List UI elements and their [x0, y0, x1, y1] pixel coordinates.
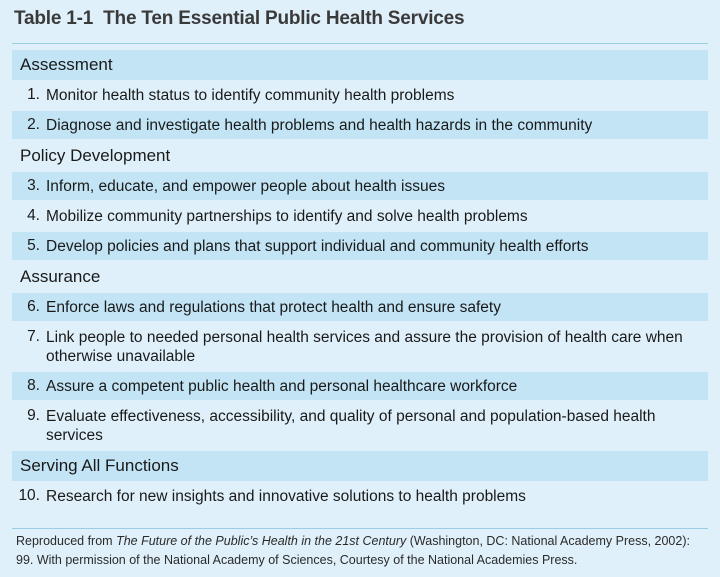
item-number: 5.: [27, 237, 40, 254]
item-number: 7.: [27, 328, 40, 345]
item-text: Develop policies and plans that support individual and community health efforts: [46, 237, 589, 255]
credit-suffix: (Washington, DC: National Academy Press, 2002): 99. With permission of the National Academy of Sciences, Courtesy of the National Academies Press.: [16, 534, 690, 567]
table-row: [12, 482, 708, 510]
table-row: [12, 172, 708, 200]
section-heading-assurance: [12, 262, 708, 292]
table-row: [12, 232, 708, 260]
table-row: [12, 202, 708, 230]
item-number: 3.: [27, 177, 40, 194]
section-heading-serving-all-functions: [12, 451, 708, 481]
item-text: Inform, educate, and empower people about health issues: [46, 177, 445, 195]
item-number: 4.: [27, 207, 40, 224]
table-number: Table 1-1: [14, 8, 94, 29]
section-heading-text: Assurance: [20, 267, 101, 286]
item-text: Research for new insights and innovative solutions to health problems: [46, 487, 526, 505]
bottom-divider: [12, 528, 708, 529]
source-credit: [16, 532, 706, 570]
credit-book-title: The Future of the Public’s Health in the 21st Century: [116, 534, 407, 548]
table-title: [14, 8, 464, 30]
item-number: 8.: [27, 377, 40, 394]
section-heading-policy-development: [12, 141, 708, 171]
section-heading-text: Policy Development: [20, 146, 171, 165]
item-text: Evaluate effectiveness, accessibility, and quality of personal and population-based health services: [46, 408, 656, 444]
table-row: [12, 323, 708, 370]
item-text: Link people to needed personal health services and assure the provision of health care when otherwise unavailable: [46, 329, 683, 365]
top-divider: [12, 43, 708, 44]
section-heading-text: Serving All Functions: [20, 456, 179, 475]
item-number: 1.: [27, 86, 40, 103]
item-number: 6.: [27, 298, 40, 315]
item-text: Monitor health status to identify community health problems: [46, 86, 455, 104]
item-text: Enforce laws and regulations that protect health and ensure safety: [46, 298, 501, 316]
services-table: [12, 50, 708, 512]
table-row: [12, 111, 708, 139]
section-heading-text: Assessment: [20, 55, 113, 74]
item-text: Mobilize community partnerships to identify and solve health problems: [46, 207, 528, 225]
table-row: [12, 293, 708, 321]
table-row: [12, 81, 708, 109]
item-number: 9.: [27, 407, 40, 424]
table-title-text: The Ten Essential Public Health Services: [103, 8, 465, 29]
item-text: Assure a competent public health and personal healthcare workforce: [46, 377, 518, 395]
section-heading-assessment: [12, 50, 708, 80]
table-row: [12, 402, 708, 449]
item-number: 10.: [18, 487, 40, 504]
table-row: [12, 372, 708, 400]
item-text: Diagnose and investigate health problems and health hazards in the community: [46, 116, 593, 134]
credit-prefix: Reproduced from: [16, 534, 117, 548]
item-number: 2.: [27, 116, 40, 133]
